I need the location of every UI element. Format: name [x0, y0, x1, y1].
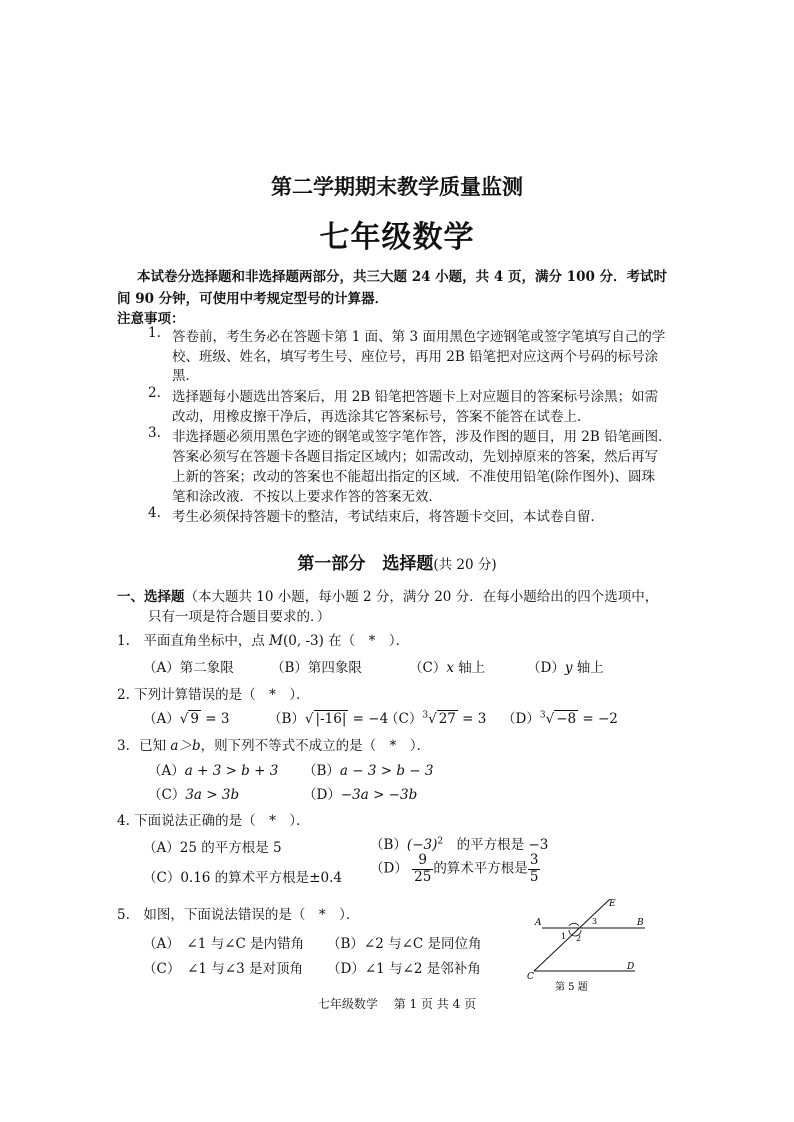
notice-item-number: 1. [148, 325, 161, 341]
figure-caption: 第 5 题 [555, 982, 588, 993]
option-label: （C） [409, 660, 447, 676]
stem-text: (0, -3) 在（ * ）． [283, 633, 410, 649]
angle-label-1: 1 [561, 932, 567, 941]
option-label: （D） [502, 711, 540, 727]
question-3-option-b [303, 759, 433, 779]
question-3-option-c [148, 783, 239, 803]
option-label: （D） [303, 787, 341, 803]
point-label-a: A [535, 918, 542, 928]
question-5-option-b: （B）∠2 与∠C 是同位角 [327, 936, 482, 952]
section-desc-2: 只有一项是符合题目要求的．） [148, 609, 331, 625]
question-2-stem: 2. 下列计算错误的是（ * ）． [117, 687, 310, 703]
inequality: −3a > −3b [340, 787, 418, 803]
option-label: （C） [385, 711, 423, 727]
question-4-option-d [370, 853, 540, 885]
base: (−3) [406, 837, 438, 853]
question-3-stem [117, 734, 430, 754]
radicand: |-16| [315, 711, 347, 727]
axis-variable: y [564, 660, 573, 676]
section-desc: （本大题共 10 小题，每小题 2 分，满分 20 分．在每小题给出的四个选项中， [184, 589, 659, 605]
option-label: （A） [143, 711, 180, 727]
denominator: 5 [529, 868, 539, 885]
inequality: a + 3 > b + 3 [184, 763, 279, 779]
question-1-stem [117, 629, 409, 649]
option-label: （A） [148, 763, 185, 779]
point-label-c: C [527, 972, 534, 982]
question-1-option-d [527, 656, 604, 676]
option-label: （B） [303, 763, 340, 779]
option-text: = −2 [578, 711, 618, 727]
inequality: 3a > 3b [185, 787, 240, 803]
part-score: (共 20 分) [433, 557, 497, 573]
question-4-option-a: （A）25 的平方根是 5 [143, 840, 282, 856]
notice-item-line: 非选择题必须用黑色字迹的钢笔或签字笔作答，涉及作图的题目，用 2B 铅笔画图． [172, 429, 672, 445]
stem-text: 1. 平面直角坐标中，点 [117, 633, 270, 649]
radicand: −8 [556, 711, 577, 727]
subject-title: 七年级数学 [319, 220, 475, 255]
root-index: 3 [422, 710, 429, 721]
notice-item-line: 上新的答案；改动的答案也不能超出指定的区域．不准使用铅笔(除作图外)、圆珠 [172, 469, 656, 485]
notice-item-line: 改动，用橡皮擦干净后，再选涂其它答案标号，答案不能答在试卷上． [172, 409, 591, 425]
option-label: （B） [370, 837, 407, 853]
notice-item-line: 笔和涂改液．不按以上要求作答的答案无效． [172, 489, 442, 505]
radical-sign: √ [304, 711, 314, 727]
option-label: （B） [268, 711, 305, 727]
angle-label-3: 3 [592, 917, 598, 926]
page-footer: 七年级数学 第 1 页 共 4 页 [317, 997, 477, 1011]
radicand: 27 [438, 711, 456, 727]
question-2-option-b [268, 707, 388, 727]
question-2-option-c [385, 707, 486, 727]
exam-title: 第二学期期末教学质量监测 [271, 174, 523, 199]
option-text: 的平方根是 −3 [443, 837, 549, 853]
notice-item-line: 黑． [172, 368, 199, 384]
part-title-text: 第一部分 选择题 [297, 554, 434, 574]
notice-item-line: 校、班级、姓名，填写考生号、座位号，再用 2B 铅笔把对应这两个号码的标号涂 [172, 349, 659, 365]
stem-text: ，则下列不等式不成立的是（ * ）． [200, 738, 431, 754]
point-label-e: E [609, 899, 616, 909]
question-5-option-c: （C） ∠1 与∠3 是对顶角 [143, 961, 303, 977]
notice-item-number: 2. [148, 385, 161, 401]
question-4-option-b [370, 833, 548, 853]
inequality: a − 3 > b − 3 [339, 763, 434, 779]
option-label: （D） [527, 660, 565, 676]
option-text: = 3 [200, 711, 230, 727]
question-2-option-a [143, 707, 229, 727]
notice-item-line: 答案必须写在答题卡各题目指定区域内；如需改动，先划掉原来的答案，然后再写 [172, 449, 658, 465]
fraction [528, 853, 541, 885]
intro-line-2: 间 90 分钟，可使用中考规定型号的计算器． [117, 291, 389, 307]
denominator: 25 [414, 868, 432, 885]
point-variable: M [269, 633, 283, 649]
question-3-option-d [303, 783, 417, 803]
question-1-option-a: （A）第二象限 [143, 660, 234, 676]
intro-line-1: 本试卷分选择题和非选择题两部分，共三大题 24 小题，共 4 页，满分 100 分．考试时 [137, 269, 668, 285]
radical-sign: √ [428, 711, 437, 727]
stem-text: 3．已知 [117, 738, 171, 754]
notice-item-line: 答卷前，考生务必在答题卡第 1 面、第 3 面用黑色字迹钢笔或签字笔填写自己的学 [172, 329, 666, 345]
option-text: 轴上 [453, 660, 486, 676]
exponent: 2 [437, 836, 444, 847]
angle-label-2: 2 [576, 934, 582, 943]
question-2-option-d [502, 707, 618, 727]
numerator: 3 [529, 852, 539, 868]
radical-sign: √ [179, 711, 189, 727]
axis-variable: x [446, 660, 454, 676]
option-label: （C） [148, 787, 186, 803]
radicand: 9 [190, 711, 199, 727]
option-text: = −4 [348, 711, 389, 727]
option-text: = 3 [457, 711, 487, 727]
root-index: 3 [539, 710, 546, 721]
notice-heading: 注意事项： [117, 311, 185, 327]
notice-item-line: 选择题每小题选出答案后，用 2B 铅笔把答题卡上对应题目的答案标号涂黑；如需 [172, 389, 659, 405]
option-text: 的算术平方根是 [433, 860, 528, 877]
section-label: 一、选择题 [117, 589, 185, 605]
question-1-option-c [409, 656, 485, 676]
angle-arc [569, 923, 579, 926]
point-label-b: B [637, 918, 644, 928]
question-5-option-d: （D）∠1 与∠2 是邻补角 [327, 961, 481, 977]
notice-item-line: 考生必须保持答题卡的整洁，考试结束后，将答题卡交回，本试卷自留． [172, 509, 604, 525]
option-text: 轴上 [572, 660, 604, 676]
question-5-stem: 5. 如图，下面说法错误的是（ * ）． [117, 907, 360, 923]
part-1-title [0, 549, 794, 574]
fraction [412, 853, 433, 885]
question-4-option-c: （C）0.16 的算术平方根是±0.4 [143, 870, 342, 886]
notice-item-number: 3. [148, 425, 161, 441]
radical-sign: √ [545, 711, 555, 727]
question-5-figure [525, 893, 655, 993]
notice-item-number: 4. [148, 505, 161, 521]
question-4-stem: 4. 下面说法正确的是（ * ）． [117, 813, 310, 829]
section-1-header [117, 585, 658, 605]
question-5-option-a: （A） ∠1 与∠C 是内错角 [143, 936, 305, 952]
option-label: （D） [370, 860, 408, 877]
point-label-d: D [627, 962, 635, 972]
condition-expression: a＞b [170, 738, 201, 754]
question-3-option-a [148, 759, 278, 779]
question-1-option-b: （B）第四象限 [271, 660, 362, 676]
numerator: 9 [412, 853, 433, 870]
